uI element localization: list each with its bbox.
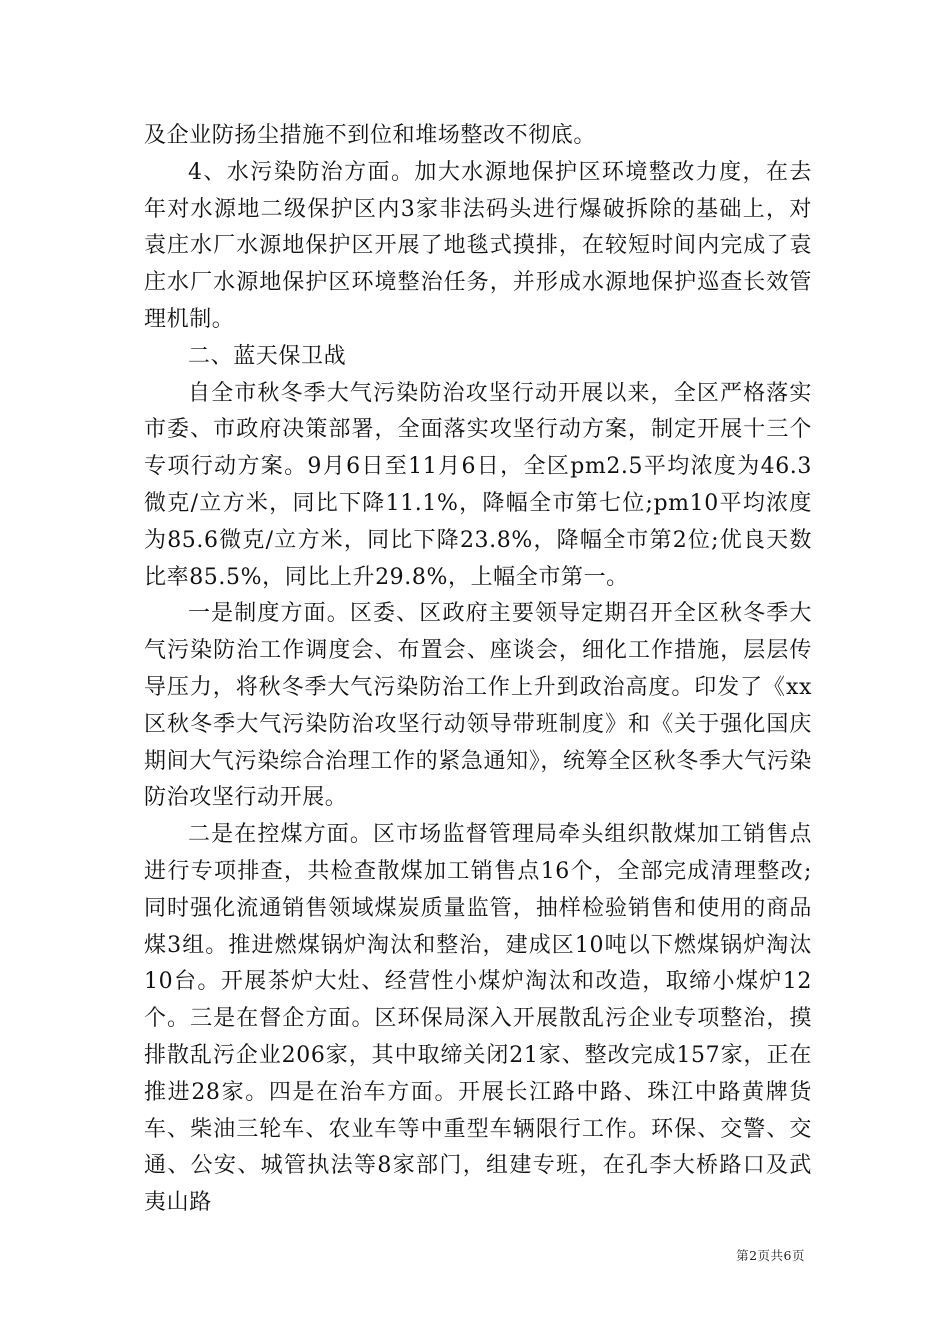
page-number: 第2页共6页 bbox=[736, 1248, 805, 1263]
document-body bbox=[144, 118, 812, 1222]
paragraph-institutional-measures: 一是制度方面。区委、区政府主要领导定期召开全区秋冬季大气污染防治工作调度会、布置会、座谈会，细化工作措施，层层传导压力，将秋冬季大气污染防治工作上升到政治高度。印发了《xx区秋冬季大气污染防治攻坚行动领导带班制度》和《关于强化国庆期间大气污染综合治理工作的紧急通知》，统筹全区秋冬季大气污染防治攻坚行动开展。 bbox=[144, 601, 812, 811]
paragraph-continuation: 及企业防扬尘措施不到位和堆场整改不彻底。 bbox=[144, 123, 597, 148]
paragraph-air-quality-summary: 自全市秋冬季大气污染防治攻坚行动开展以来，全区严格落实市委、市政府决策部署，全面落实攻坚行动方案，制定开展十三个专项行动方案。9月6日至11月6日，全区pm2.5平均浓度为46.3微克/立方米，同比下降11.1%，降幅全市第七位;pm10平均浓度为85.6微克/立方米，同比下降23.8%，降幅全市第2位;优良天数比率85.5%，同比上升29.8%，上幅全市第一。 bbox=[144, 380, 812, 590]
section-heading-blue-sky: 二、蓝天保卫战 bbox=[188, 343, 347, 369]
paragraph-water-pollution: 4、水污染防治方面。加大水源地保护区环境整改力度，在去年对水源地二级保护区内3家非法码头进行爆破拆除的基础上，对袁庄水厂水源地保护区开展了地毯式摸排，在较短时间内完成了袁庄水厂水源地保护区环境整治任务，并形成水源地保护巡查长效管理机制。 bbox=[144, 159, 812, 332]
paragraph-coal-control: 二是在控煤方面。区市场监督管理局牵头组织散煤加工销售点进行专项排查，共检查散煤加工销售点16个，全部完成清理整改;同时强化流通销售领域煤炭质量监管，抽样检验销售和使用的商品煤3组。推进燃煤锅炉淘汰和整治，建成区10吨以下燃煤锅炉淘汰10台。开展茶炉大灶、经营性小煤炉淘汰和改造，取缔小煤炉12个。三是在督企方面。区环保局深入开展散乱污企业专项整治，摸排散乱污企业206家，其中取缔关闭21家、整改完成157家，正在推进28家。四是在治车方面。开展长江路中路、珠江中路黄牌货车、柴油三轮车、农业车等中重型车辆限行工作。环保、交警、交通、公安、城管执法等8家部门，组建专班，在孔李大桥路口及武夷山路 bbox=[144, 822, 812, 1216]
